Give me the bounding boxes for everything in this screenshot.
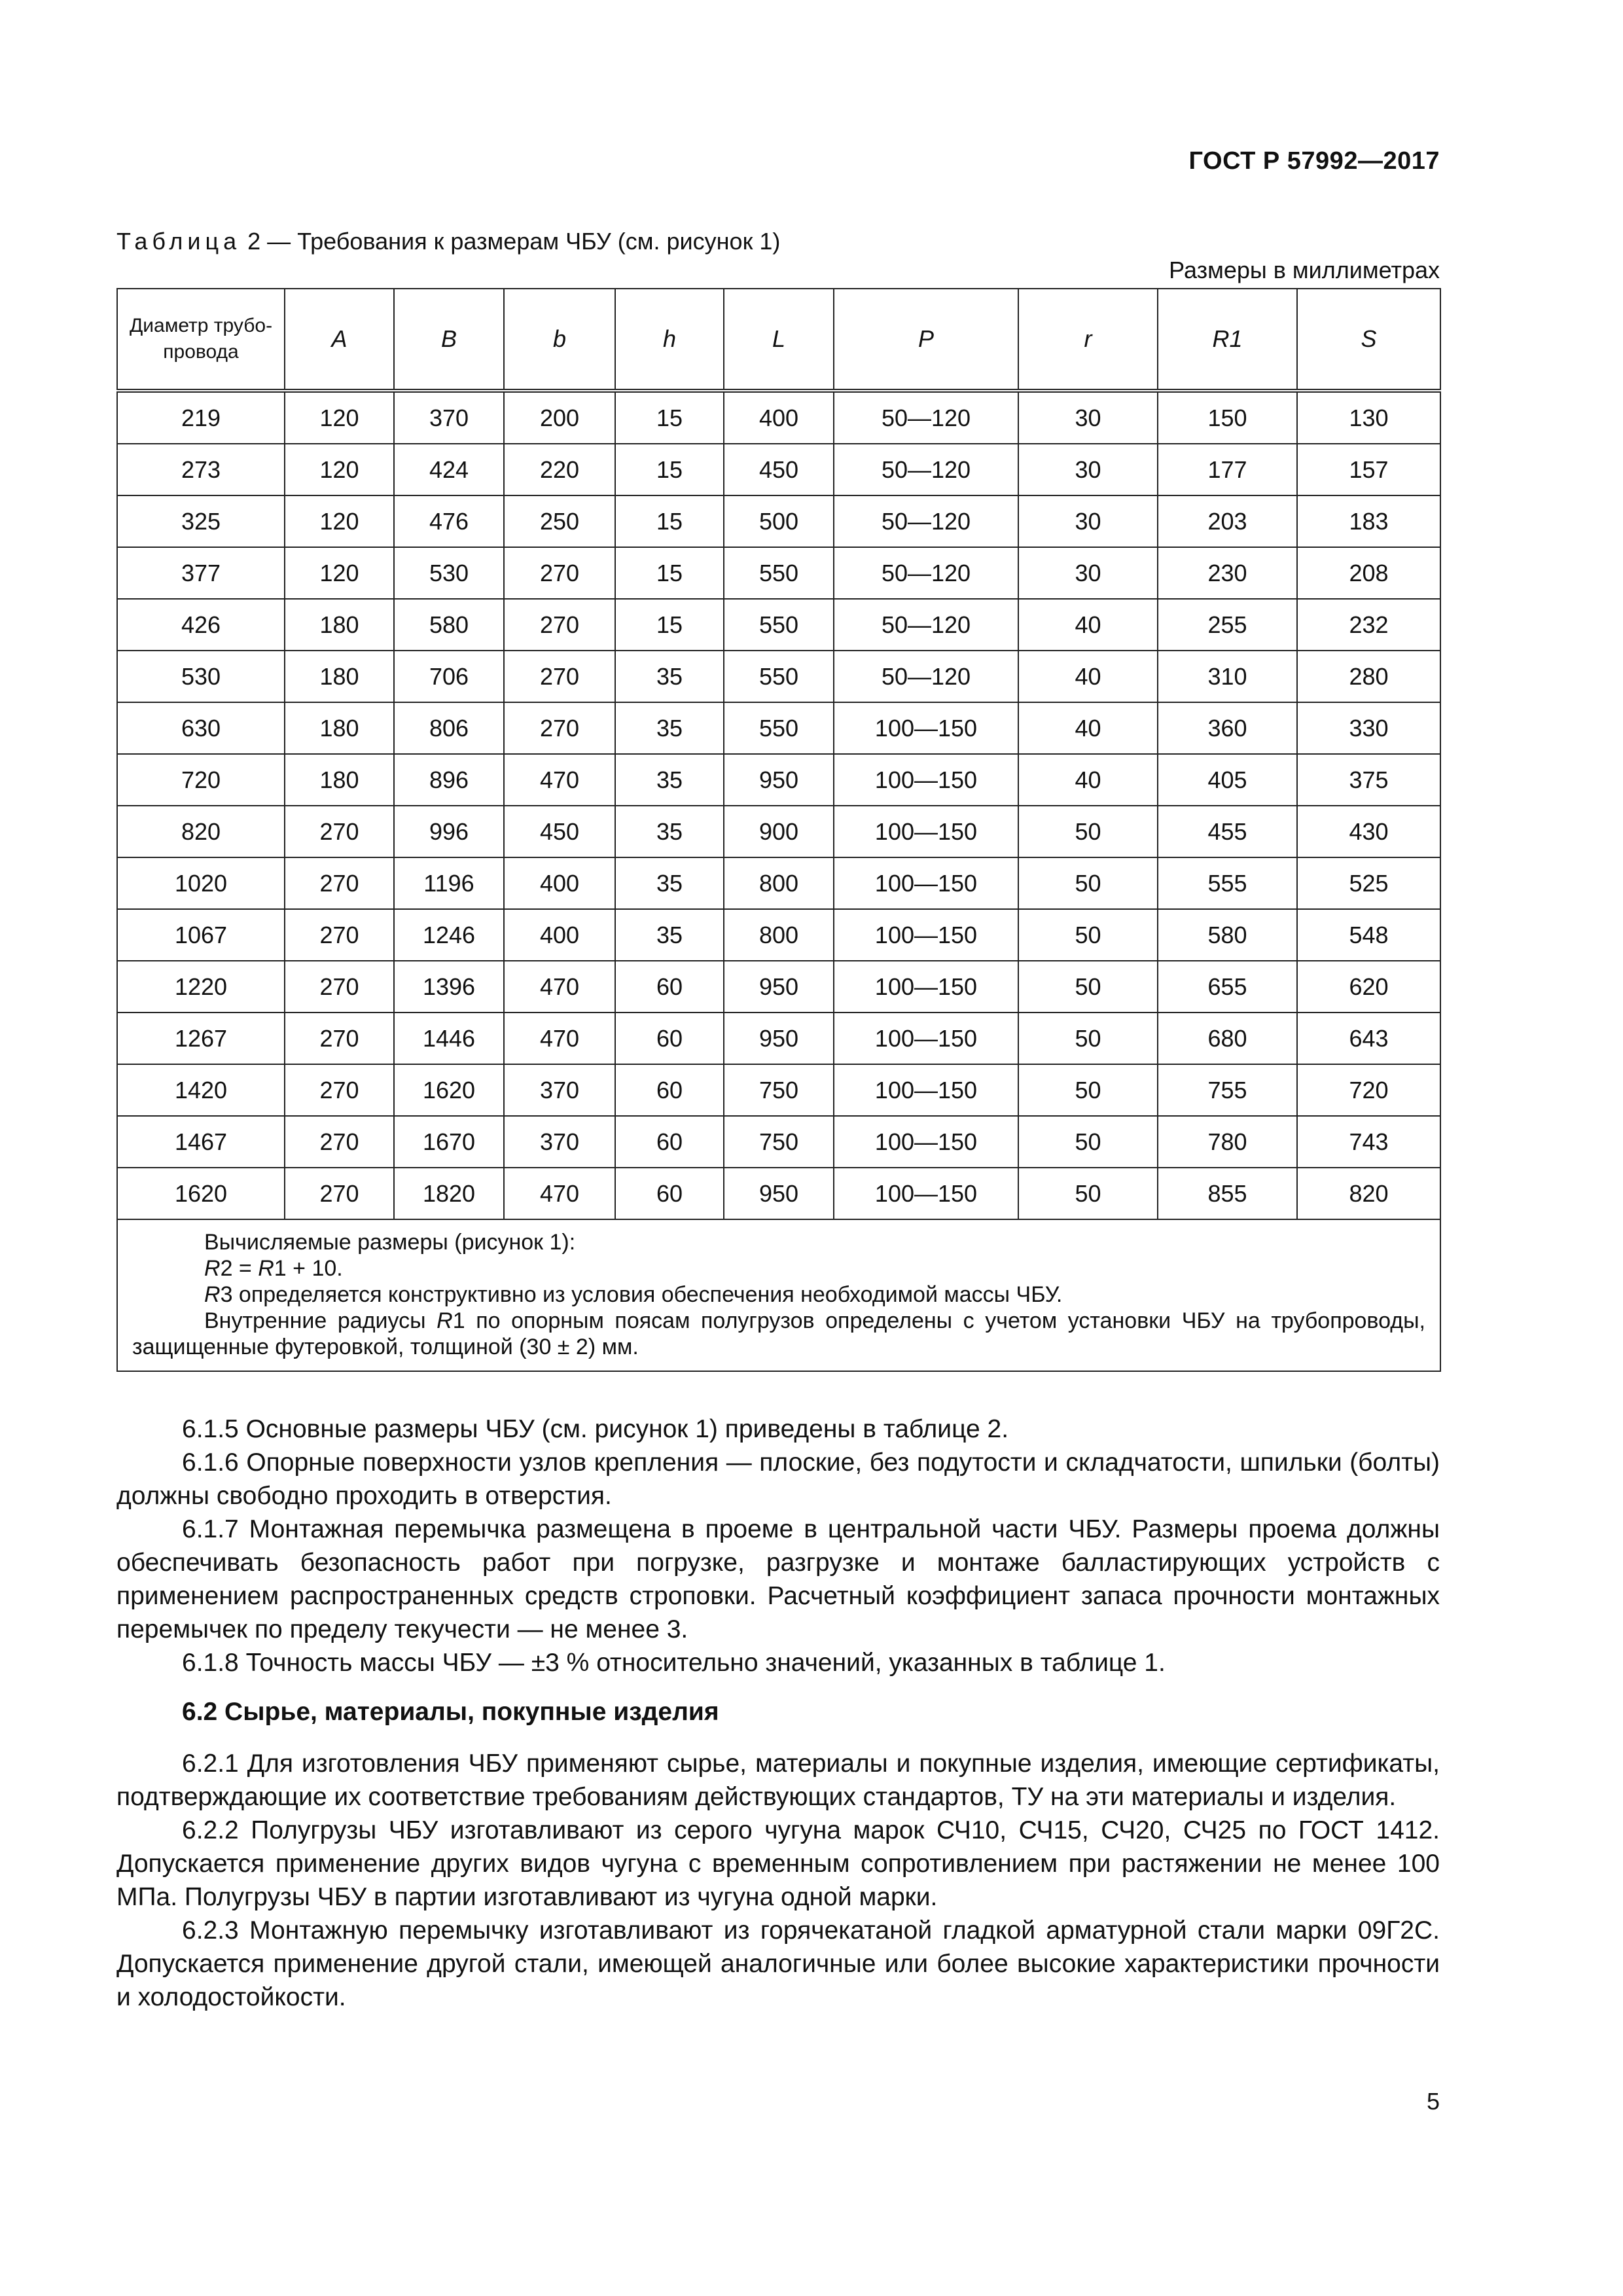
table-cell: 180 [285, 754, 394, 806]
column-header: b [504, 289, 615, 391]
table-cell: 680 [1158, 1013, 1297, 1064]
table-cell: 50 [1018, 1116, 1158, 1168]
table-cell: 208 [1297, 547, 1440, 599]
dimensions-table [116, 288, 1441, 1372]
table-cell: 580 [394, 599, 504, 651]
table-cell: 120 [285, 391, 394, 444]
table-cell: 370 [394, 391, 504, 444]
table-cell: 950 [724, 1013, 834, 1064]
table-cell: 15 [615, 391, 724, 444]
table-cell: 177 [1158, 444, 1297, 495]
table-cell: 270 [285, 1116, 394, 1168]
table-cell: 40 [1018, 702, 1158, 754]
table-cell: 580 [1158, 909, 1297, 961]
table-row [117, 754, 1440, 806]
table-cell: 30 [1018, 391, 1158, 444]
table-cell: 270 [504, 547, 615, 599]
table-cell: 273 [117, 444, 285, 495]
table-cell: 219 [117, 391, 285, 444]
clause-6-1-6: 6.1.6 Опорные поверхности узлов крепления — плоские, без подутости и складчатости, шпильки (болты) должны свободно проходить в отверстия. [116, 1448, 1440, 1510]
table-cell: 220 [504, 444, 615, 495]
table-cell: 360 [1158, 702, 1297, 754]
table-cell: 400 [504, 909, 615, 961]
table-cell: 325 [117, 495, 285, 547]
table-cell: 50—120 [834, 495, 1018, 547]
table-cell: 100—150 [834, 857, 1018, 909]
column-header: r [1018, 289, 1158, 391]
table-cell: 180 [285, 599, 394, 651]
table-cell: 100—150 [834, 1116, 1018, 1168]
table-title-text: 2 — Требования к размерам ЧБУ (см. рисунок 1) [241, 228, 781, 255]
table-cell: 30 [1018, 444, 1158, 495]
column-header: A [285, 289, 394, 391]
table-cell: 270 [285, 857, 394, 909]
table-row [117, 1064, 1440, 1116]
table-row [117, 1168, 1440, 1219]
column-header: L [724, 289, 834, 391]
note-line: Вычисляемые размеры (рисунок 1): [204, 1230, 576, 1255]
table-cell: 232 [1297, 599, 1440, 651]
table-cell: 60 [615, 1064, 724, 1116]
clause-6-1-5: 6.1.5 Основные размеры ЧБУ (см. рисунок 1) приведены в таблице 2. [182, 1415, 1009, 1443]
table-cell: 120 [285, 444, 394, 495]
table-row [117, 444, 1440, 495]
table-cell: 450 [504, 806, 615, 857]
table-cell: 50 [1018, 1168, 1158, 1219]
table-cell: 950 [724, 1168, 834, 1219]
table-cell: 375 [1297, 754, 1440, 806]
table-cell: 1467 [117, 1116, 285, 1168]
note-line: R2 = R1 + 10. [204, 1256, 343, 1281]
table-cell: 530 [117, 651, 285, 702]
table-cell: 280 [1297, 651, 1440, 702]
table-cell: 200 [504, 391, 615, 444]
table-cell: 270 [285, 909, 394, 961]
table-cell: 800 [724, 857, 834, 909]
table-cell: 50 [1018, 857, 1158, 909]
table-cell: 180 [285, 702, 394, 754]
table-cell: 370 [504, 1064, 615, 1116]
column-header: P [834, 289, 1018, 391]
table-cell: 35 [615, 702, 724, 754]
table-cell: 15 [615, 599, 724, 651]
table-cell: 1220 [117, 961, 285, 1013]
table-cell: 500 [724, 495, 834, 547]
table-units-note: Размеры в миллиметрах [1169, 257, 1440, 283]
table-cell: 35 [615, 806, 724, 857]
table-cell: 855 [1158, 1168, 1297, 1219]
table-row [117, 391, 1440, 444]
table-cell: 550 [724, 547, 834, 599]
table-row [117, 495, 1440, 547]
table-cell: 50 [1018, 961, 1158, 1013]
table-cell: 1267 [117, 1013, 285, 1064]
table-cell: 900 [724, 806, 834, 857]
table-cell: 60 [615, 1168, 724, 1219]
page-number: 5 [1426, 2088, 1440, 2115]
table-cell: 180 [285, 651, 394, 702]
table-cell: 35 [615, 754, 724, 806]
table-row [117, 1116, 1440, 1168]
table-cell: 800 [724, 909, 834, 961]
table-cell: 370 [504, 1116, 615, 1168]
table-row [117, 909, 1440, 961]
table-cell: 643 [1297, 1013, 1440, 1064]
clause-6-1-7: 6.1.7 Монтажная перемычка размещена в проеме в центральной части ЧБУ. Размеры проема должны обеспечивать безопасность работ при погрузке, разгрузке и монтаже балластирующих устройств с применением распространенных средств строповки. Расчетный коэффициент запаса прочности монтажных перемычек по пределу текучести — не менее 3. [116, 1515, 1440, 1643]
table-cell: 30 [1018, 547, 1158, 599]
table-row [117, 599, 1440, 651]
table-row [117, 702, 1440, 754]
column-header: Диаметр трубо- провода [117, 289, 285, 391]
table-cell: 400 [724, 391, 834, 444]
table-cell: 250 [504, 495, 615, 547]
table-cell: 100—150 [834, 1013, 1018, 1064]
table-cell: 525 [1297, 857, 1440, 909]
table-cell: 430 [1297, 806, 1440, 857]
table-cell: 620 [1297, 961, 1440, 1013]
table-cell: 270 [285, 1064, 394, 1116]
table-cell: 230 [1158, 547, 1297, 599]
note-line: Внутренние радиусы R1 по опорным поясам полугрузов определены с учетом установки ЧБУ на трубопроводы, защищенные футеровкой, толщиной (30 ± 2) мм. [132, 1308, 1426, 1359]
table-cell: 1196 [394, 857, 504, 909]
table-cell: 1446 [394, 1013, 504, 1064]
table-cell: 255 [1158, 599, 1297, 651]
table-cell: 60 [615, 961, 724, 1013]
table-cell: 100—150 [834, 1168, 1018, 1219]
table-cell: 470 [504, 1013, 615, 1064]
document-id-header: ГОСТ Р 57992—2017 [1188, 147, 1440, 175]
section-heading-6-2: 6.2 Сырье, материалы, покупные изделия [182, 1698, 719, 1726]
table-cell: 270 [504, 702, 615, 754]
table-cell: 100—150 [834, 754, 1018, 806]
table-cell: 270 [285, 961, 394, 1013]
table-cell: 555 [1158, 857, 1297, 909]
table-cell: 50—120 [834, 444, 1018, 495]
table-cell: 50 [1018, 1064, 1158, 1116]
table-cell: 780 [1158, 1116, 1297, 1168]
table-cell: 470 [504, 961, 615, 1013]
table-cell: 1670 [394, 1116, 504, 1168]
table-cell: 750 [724, 1116, 834, 1168]
table-row [117, 651, 1440, 702]
table-cell: 820 [1297, 1168, 1440, 1219]
table-cell: 548 [1297, 909, 1440, 961]
table-cell: 743 [1297, 1116, 1440, 1168]
table-cell: 50 [1018, 1013, 1158, 1064]
column-header: B [394, 289, 504, 391]
table-cell: 270 [504, 599, 615, 651]
table-row [117, 1013, 1440, 1064]
table-cell: 100—150 [834, 961, 1018, 1013]
table-cell: 120 [285, 547, 394, 599]
table-cell: 470 [504, 1168, 615, 1219]
table-cell: 120 [285, 495, 394, 547]
table-title [116, 228, 780, 255]
table-cell: 550 [724, 651, 834, 702]
table-cell: 50 [1018, 909, 1158, 961]
table-cell: 35 [615, 909, 724, 961]
table-cell: 330 [1297, 702, 1440, 754]
table-cell: 896 [394, 754, 504, 806]
table-body [117, 391, 1440, 1219]
table-cell: 270 [285, 1168, 394, 1219]
table-cell: 1620 [117, 1168, 285, 1219]
table-row [117, 547, 1440, 599]
table-cell: 1396 [394, 961, 504, 1013]
table-cell: 50 [1018, 806, 1158, 857]
column-header: S [1297, 289, 1440, 391]
table-cell: 1620 [394, 1064, 504, 1116]
table-cell: 270 [504, 651, 615, 702]
table-row [117, 857, 1440, 909]
table-cell: 15 [615, 444, 724, 495]
table-cell: 157 [1297, 444, 1440, 495]
table-cell: 1067 [117, 909, 285, 961]
table-cell: 424 [394, 444, 504, 495]
table-cell: 1020 [117, 857, 285, 909]
table-cell: 950 [724, 961, 834, 1013]
table-cell: 530 [394, 547, 504, 599]
column-header: h [615, 289, 724, 391]
table-cell: 476 [394, 495, 504, 547]
table-cell: 1420 [117, 1064, 285, 1116]
table-cell: 30 [1018, 495, 1158, 547]
table-cell: 60 [615, 1013, 724, 1064]
clause-6-2-2: 6.2.2 Полугрузы ЧБУ изготавливают из серого чугуна марок СЧ10, СЧ15, СЧ20, СЧ25 по ГОСТ 1412. Допускается применение других видов чугуна с временным сопротивлением при растяжении не менее 100 МПа. Полугрузы ЧБУ в партии изготавливают из чугуна одной марки. [116, 1816, 1440, 1911]
table-row [117, 961, 1440, 1013]
table-cell: 655 [1158, 961, 1297, 1013]
table-cell: 203 [1158, 495, 1297, 547]
table-cell: 100—150 [834, 806, 1018, 857]
table-cell: 15 [615, 495, 724, 547]
table-cell: 60 [615, 1116, 724, 1168]
table-cell: 426 [117, 599, 285, 651]
table-cell: 270 [285, 1013, 394, 1064]
table-cell: 40 [1018, 651, 1158, 702]
table-cell: 377 [117, 547, 285, 599]
table-cell: 50—120 [834, 391, 1018, 444]
table-cell: 270 [285, 806, 394, 857]
table-notes [117, 1219, 1440, 1371]
table-cell: 40 [1018, 599, 1158, 651]
table-cell: 470 [504, 754, 615, 806]
table-cell: 750 [724, 1064, 834, 1116]
table-cell: 450 [724, 444, 834, 495]
table-header-row [117, 289, 1440, 391]
table-cell: 996 [394, 806, 504, 857]
table-cell: 40 [1018, 754, 1158, 806]
note-line: R3 определяется конструктивно из условия обеспечения необходимой массы ЧБУ. [204, 1282, 1063, 1307]
table-cell: 755 [1158, 1064, 1297, 1116]
table-cell: 100—150 [834, 909, 1018, 961]
table-cell: 1820 [394, 1168, 504, 1219]
table-cell: 35 [615, 857, 724, 909]
table-cell: 310 [1158, 651, 1297, 702]
table-row [117, 806, 1440, 857]
table-cell: 50—120 [834, 651, 1018, 702]
clause-6-2-3: 6.2.3 Монтажную перемычку изготавливают из горячекатаной гладкой арматурной стали марки 09Г2С. Допускается применение другой стали, имеющей аналогичные или более высокие характеристики прочности и холодостойкости. [116, 1916, 1440, 2011]
table-cell: 720 [1297, 1064, 1440, 1116]
table-cell: 15 [615, 547, 724, 599]
table-cell: 550 [724, 702, 834, 754]
table-cell: 130 [1297, 391, 1440, 444]
table-cell: 720 [117, 754, 285, 806]
table-cell: 100—150 [834, 702, 1018, 754]
table-label: Таблица [116, 228, 241, 255]
table-cell: 706 [394, 651, 504, 702]
clause-6-2-1: 6.2.1 Для изготовления ЧБУ применяют сырье, материалы и покупные изделия, имеющие сертификаты, подтверждающие их соответствие требованиям действующих стандартов, ТУ на эти материалы и изделия. [116, 1749, 1440, 1811]
table-cell: 183 [1297, 495, 1440, 547]
table-cell: 405 [1158, 754, 1297, 806]
table-cell: 400 [504, 857, 615, 909]
table-cell: 150 [1158, 391, 1297, 444]
table-cell: 50—120 [834, 599, 1018, 651]
table-cell: 806 [394, 702, 504, 754]
table-cell: 950 [724, 754, 834, 806]
table-notes-row [117, 1219, 1440, 1371]
table-cell: 100—150 [834, 1064, 1018, 1116]
table-cell: 630 [117, 702, 285, 754]
table-cell: 820 [117, 806, 285, 857]
table-cell: 35 [615, 651, 724, 702]
table-cell: 550 [724, 599, 834, 651]
clause-6-1-8: 6.1.8 Точность массы ЧБУ — ±3 % относительно значений, указанных в таблице 1. [182, 1649, 1166, 1677]
column-header: R1 [1158, 289, 1297, 391]
body-text [116, 1412, 1440, 2014]
table-cell: 50—120 [834, 547, 1018, 599]
table-cell: 455 [1158, 806, 1297, 857]
table-cell: 1246 [394, 909, 504, 961]
